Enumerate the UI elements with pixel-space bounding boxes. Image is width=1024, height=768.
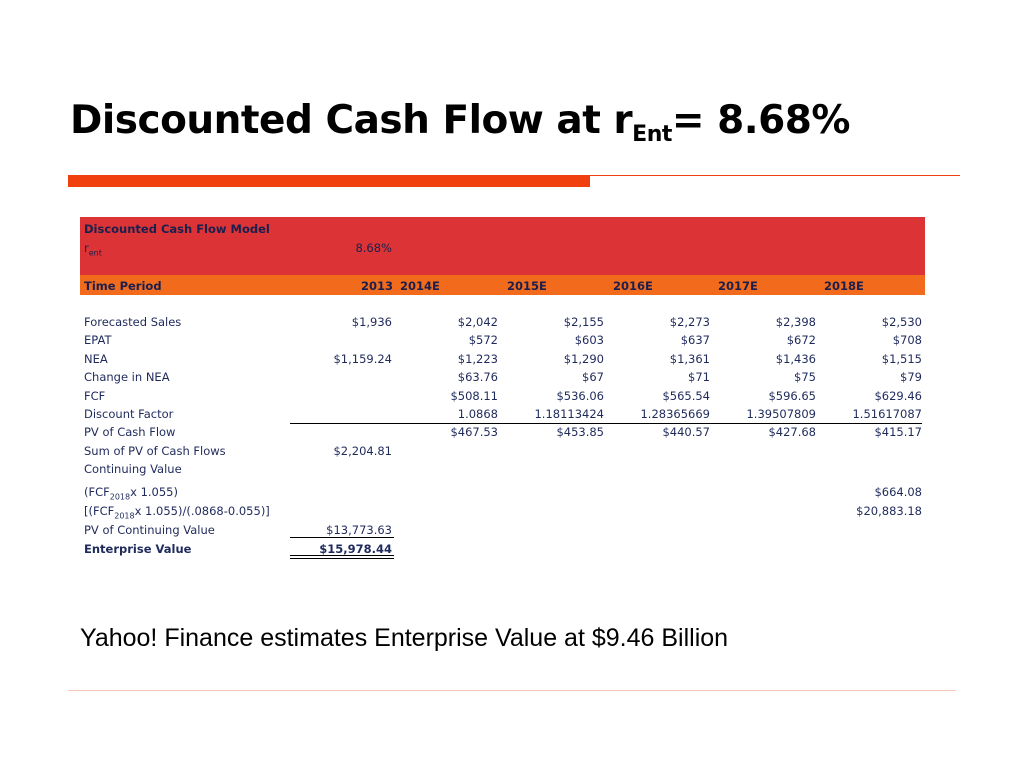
row-label: EPAT [84, 333, 112, 347]
accent-bar [68, 175, 590, 187]
table-cell: $708 [892, 333, 922, 347]
row-label: Discount Factor [84, 407, 174, 421]
table-cell: $596.65 [768, 389, 816, 403]
title-subscript: Ent [632, 122, 672, 147]
row-label: NEA [84, 352, 108, 366]
row-label: Change in NEA [84, 370, 170, 384]
table-cell: $427.68 [768, 425, 816, 439]
period-header: 2014E [400, 279, 440, 293]
pv-cv-rule [290, 537, 394, 538]
table-cell: 1.18113424 [534, 407, 604, 421]
row-label: Sum of PV of Cash Flows [84, 444, 226, 458]
pv-cv-label: PV of Continuing Value [84, 523, 215, 537]
pv-cv-value: $13,773.63 [326, 523, 392, 537]
period-header-band [80, 275, 925, 295]
row-label: PV of Cash Flow [84, 425, 176, 439]
row-label: FCF [84, 389, 106, 403]
table-cell: $467.53 [450, 425, 498, 439]
cv-line1-pre: (FCF [84, 485, 110, 499]
table-cell: 1.39507809 [746, 407, 816, 421]
ev-value: $15,978.44 [319, 542, 392, 556]
table-cell: $565.54 [662, 389, 710, 403]
table-cell: $1,436 [775, 352, 816, 366]
cv-line1-sub: 2018 [109, 492, 131, 502]
table-cell: $67 [582, 370, 604, 384]
rate-label-main: r [84, 241, 89, 255]
slide-title [70, 98, 850, 147]
table-cell: $536.06 [556, 389, 604, 403]
ev-label: Enterprise Value [84, 542, 192, 556]
table-cell: $508.11 [450, 389, 498, 403]
table-cell: $453.85 [556, 425, 604, 439]
ev-rule-bottom [290, 558, 394, 559]
rate-value: 8.68% [355, 241, 392, 255]
rate-label-sub: ent [88, 248, 102, 258]
cv-line1-post: x 1.055) [130, 485, 178, 499]
dcf-table [80, 217, 925, 561]
table-cell: $1,361 [669, 352, 710, 366]
bottom-rule [68, 690, 956, 691]
period-header: 2018E [824, 279, 864, 293]
cv-line2-sub: 2018 [114, 511, 135, 521]
table-cell: $672 [786, 333, 816, 347]
table-cell: $1,936 [351, 315, 392, 329]
table-cell: $1,159.24 [333, 352, 392, 366]
table-cell: $2,530 [881, 315, 922, 329]
table-cell: $415.17 [874, 425, 922, 439]
period-header: 2017E [718, 279, 758, 293]
table-cell: $2,155 [563, 315, 604, 329]
period-label: Time Period [84, 279, 162, 293]
table-cell: $2,273 [669, 315, 710, 329]
table-cell: 1.51617087 [852, 407, 922, 421]
cv-line1-label [84, 485, 178, 504]
table-cell: $2,204.81 [333, 444, 392, 458]
table-cell: $603 [574, 333, 604, 347]
cv-line2-post: x 1.055)/(.0868-0.055)] [134, 504, 270, 518]
table-cell: $572 [468, 333, 498, 347]
table-cell: $440.57 [662, 425, 710, 439]
table-cell: $75 [794, 370, 816, 384]
cv-line2-pre: [(FCF [84, 504, 115, 518]
table-cell: $1,223 [457, 352, 498, 366]
table-cell: 1.28365669 [640, 407, 710, 421]
title-tail: = 8.68% [671, 98, 850, 143]
cv-line2-label [84, 504, 270, 523]
model-title: Discounted Cash Flow Model [84, 222, 270, 236]
table-cell: $71 [688, 370, 710, 384]
discount-rule [290, 423, 922, 424]
table-cell: $629.46 [874, 389, 922, 403]
period-header: 2015E [507, 279, 547, 293]
accent-line [590, 175, 960, 176]
table-cell: 1.0868 [457, 407, 498, 421]
table-cell: $1,515 [881, 352, 922, 366]
period-header: 2016E [613, 279, 653, 293]
table-cell: $2,398 [775, 315, 816, 329]
table-cell: $79 [900, 370, 922, 384]
cv-line1-value: $664.08 [874, 485, 922, 499]
table-cell: $637 [680, 333, 710, 347]
period-header: 2013 [360, 279, 393, 293]
table-cell: $1,290 [563, 352, 604, 366]
cv-line2-value: $20,883.18 [856, 504, 922, 518]
table-cell: $63.76 [457, 370, 498, 384]
row-label: Continuing Value [84, 462, 182, 476]
caption: Yahoo! Finance estimates Enterprise Value at $9.46 Billion [80, 624, 729, 652]
title-main: Discounted Cash Flow at r [70, 98, 633, 143]
rate-label [84, 241, 102, 260]
row-label: Forecasted Sales [84, 315, 182, 329]
table-cell: $2,042 [457, 315, 498, 329]
